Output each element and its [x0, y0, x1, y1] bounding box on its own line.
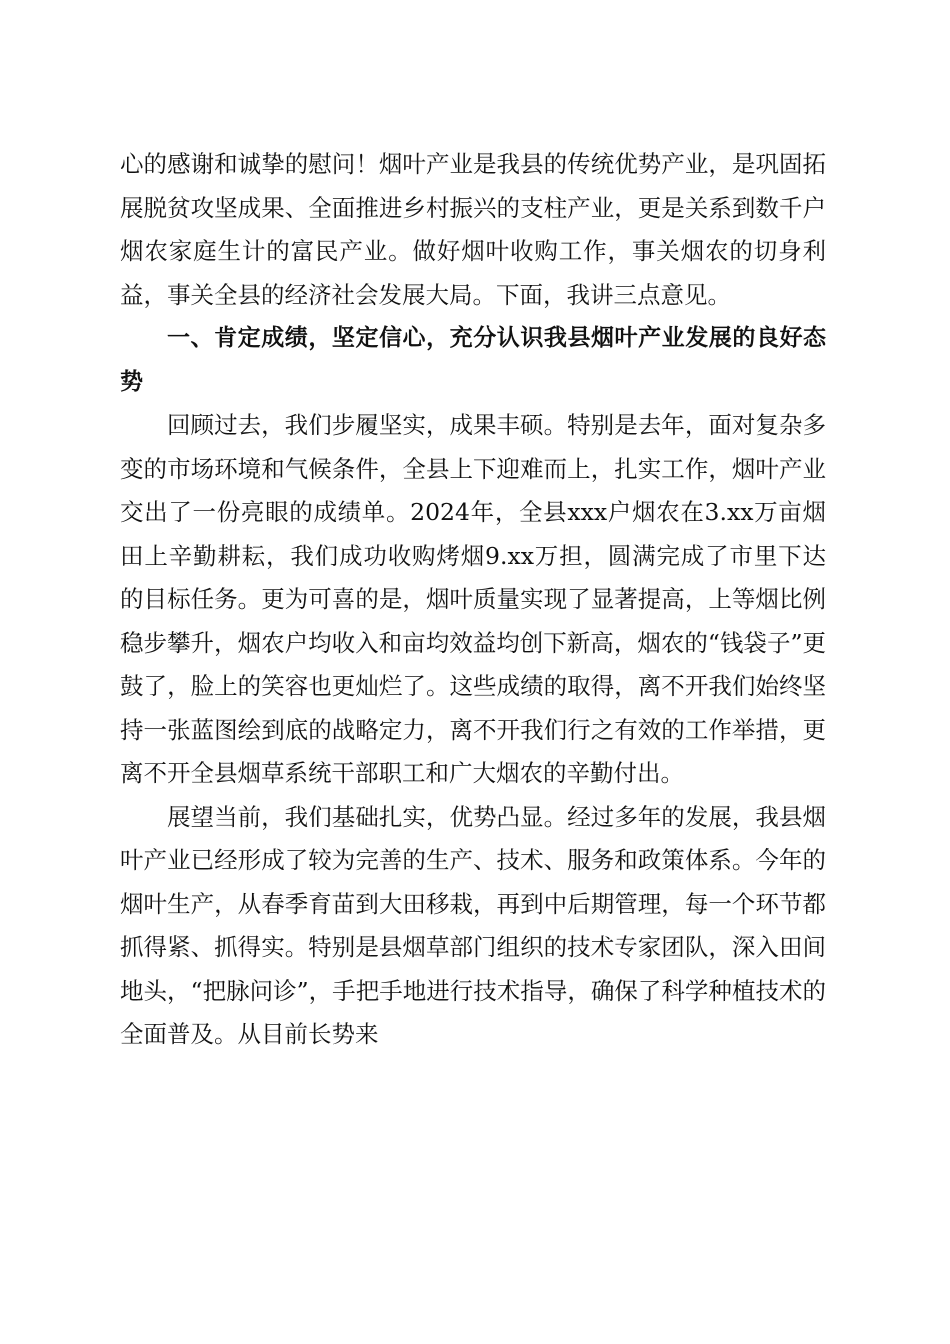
outlook-paragraph: 展望当前，我们基础扎实，优势凸显。经过多年的发展，我县烟叶产业已经形成了较为完善的生产、技术、服务和政策体系。今年的烟叶生产，从春季育苗到大田移栽，再到中后期管理，每一个环节都抓得紧、抓得实。特别是县烟草部门组织的技术专家团队，深入田间地头，“把脉问诊”，手把手地进行技术指导，确保了科学种植技术的全面普及。从目前长势来 [120, 802, 826, 1048]
section-heading-1: 一、肯定成绩，坚定信心，充分认识我县烟叶产业发展的良好态势 [120, 325, 826, 395]
intro-paragraph: 心的感谢和诚挚的慰问！烟叶产业是我县的传统优势产业，是巩固拓展脱贫攻坚成果、全面推进乡村振兴的支柱产业，更是关系到数千户烟农家庭生计的富民产业。做好烟叶收购工作，事关烟农的切身利益，事关全县的经济社会发展大局。下面，我讲三点意见。 [120, 150, 826, 309]
document-page [120, 143, 826, 1057]
review-paragraph: 回顾过去，我们步履坚实，成果丰硕。特别是去年，面对复杂多变的市场环境和气候条件，全县上下迎难而上，扎实工作，烟叶产业交出了一份亮眼的成绩单。2024年，全县xxx户烟农在3.xx万亩烟田上辛勤耕耘，我们成功收购烤烟9.xx万担，圆满完成了市里下达的目标任务。更为可喜的是，烟叶质量实现了显著提高，上等烟比例稳步攀升，烟农户均收入和亩均效益均创下新高，烟农的“钱袋子”更鼓了，脸上的笑容也更灿烂了。这些成绩的取得，离不开我们始终坚持一张蓝图绘到底的战略定力，离不开我们行之有效的工作举措，更离不开全县烟草系统干部职工和广大烟农的辛勤付出。 [120, 411, 826, 787]
